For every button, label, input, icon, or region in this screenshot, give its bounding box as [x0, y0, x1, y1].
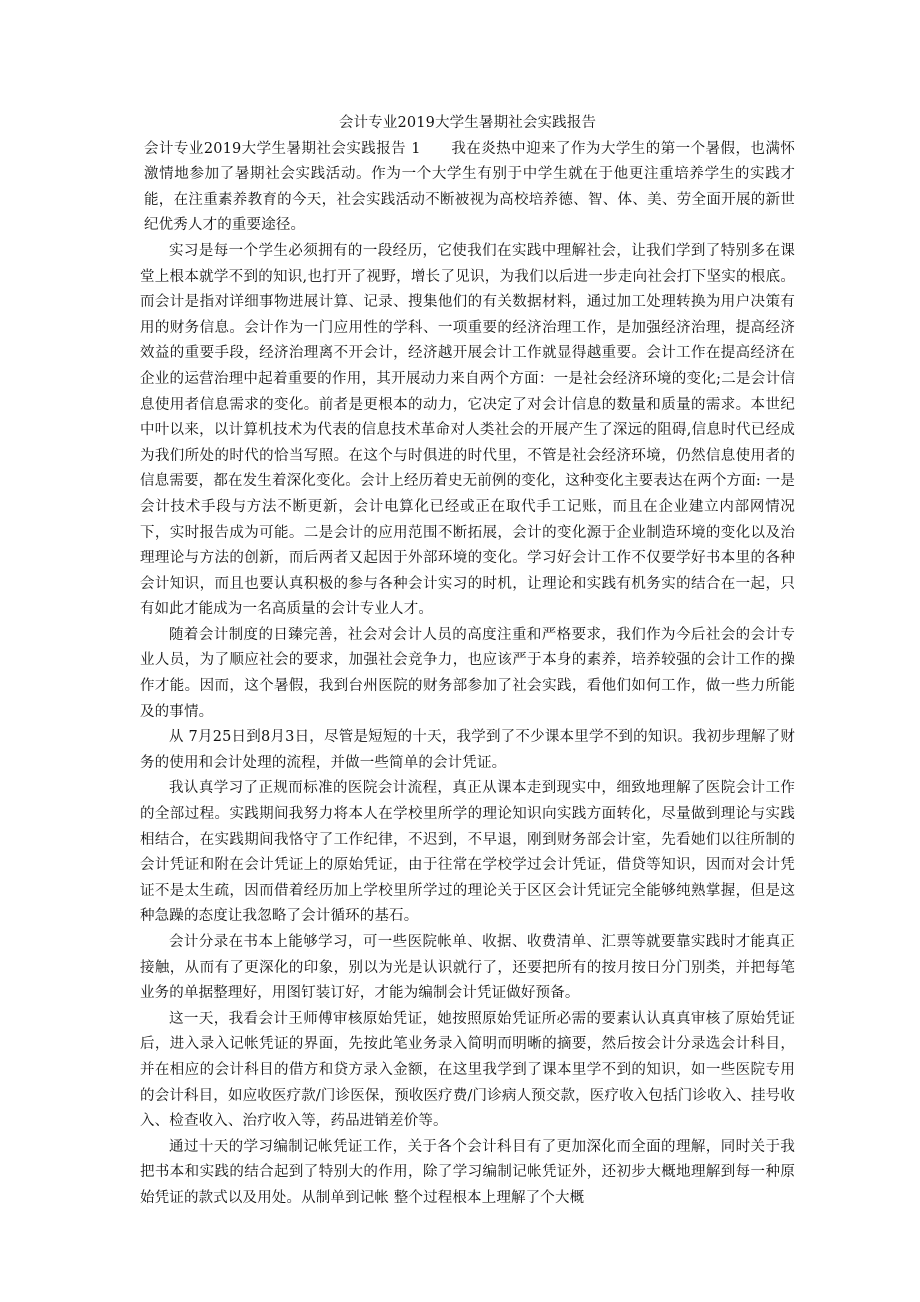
- document-body: [140, 111, 795, 1212]
- document-title: 会计专业2019大学生暑期社会实践报告: [338, 115, 597, 131]
- intro-text: 我在炎热中迎来了作为大学生的第一个暑假，也满怀激情地参加了暑期社会实践活动。作为一个大学生有别于中学生就在于他更注重培养学生的实践才能，在注重素养教育的今天，社会实践活动不断被视为高校培养德、智、体、美、劳全面开展的新世纪优秀人才的重要途径。: [144, 140, 795, 234]
- intro-paragraph: [140, 137, 795, 239]
- body-paragraph-7: 通过十天的学习编制记帐凭证工作，关于各个会计科目有了更加深化而全面的理解，同时关于我把书本和实践的结合起到了特别大的作用，除了学习编制记帐凭证外，还初步大概地理解到每一种原始凭证的款式以及用处。从制单到记帐 整个过程根本上理解了个大概: [140, 1138, 795, 1206]
- body-paragraph-4: 我认真学习了正规而标准的医院会计流程，真正从课本走到现实中，细致地理解了医院会计工作的全部过程。实践期间我努力将本人在学校里所学的理论知识向实践方面转化，尽量做到理论与实践相结合，在实践期间我恪守了工作纪律，不迟到，不早退，刚到财务部会计室，先看她们以往所制的会计凭证和附在会计凭证上的原始凭证，由于往常在学校学过会计凭证，借贷等知识，因而对会计凭证不是太生疏，因而借着经历加上学校里所学过的理论关于区区会计凭证完全能够纯熟掌握，但是这种急躁的态度让我忽略了会计循环的基石。: [140, 780, 795, 925]
- body-paragraph-1: 实习是每一个学生必须拥有的一段经历，它使我们在实践中理解社会，让我们学到了特别多在课堂上根本就学不到的知识,也打开了视野，增长了见识，为我们以后进一步走向社会打下坚实的根底。而会计是指对详细事物进展计算、记录、搜集他们的有关数据材料，通过加工处理转换为用户决策有用的财务信息。会计作为一门应用性的学科、一项重要的经济治理工作，是加强经济治理，提高经济效益的重要手段，经济治理离不开会计，经济越开展会计工作就显得越重要。会计工作在提高经济在企业的运营治理中起着重要的作用，其开展动力来自两个方面：一是社会经济环境的变化;二是会计信息使用者信息需求的变化。前者是更根本的动力，它决定了对会计信息的数量和质量的需求。本世纪中叶以来，以计算机技术为代表的信息技术革命对人类社会的开展产生了深远的阻碍,信息时代已经成为我们所处的时代的恰当写照。在这个与时俱进的时代里，不管是社会经济环境，仍然信息使用者的信息需要，都在发生着深化变化。会计上经历着史无前例的变化，这种变化主要表达在两个方面: 一是会计技术手段与方法不断更新，会计电算化已经或正在取代手工记账，而且在企业建立内部网情况下，实时报告成为可能。二是会计的应用范围不断拓展，会计的变化源于企业制造环境的变化以及治理理论与方法的创新，而后两者又起因于外部环境的变化。学习好会计工作不仅要学好书本里的各种会计知识，而且也要认真积极的参与各种会计实习的时机，让理论和实践有机务实的结合在一起，只有如此才能成为一名高质量的会计专业人才。: [140, 242, 795, 618]
- body-paragraph-3: 从 7月25日到8月3日，尽管是短短的十天，我学到了不少课本里学不到的知识。我初步理解了财务的使用和会计处理的流程，并做一些简单的会计凭证。: [140, 729, 795, 771]
- body-paragraph-6: 这一天，我看会计王师傅审核原始凭证，她按照原始凭证所必需的要素认认真真审核了原始凭证后，进入录入记帐凭证的界面，先按此笔业务录入简明而明晰的摘要，然后按会计分录选会计科目，并在相应的会计科目的借方和贷方录入金额，在这里我学到了课本里学不到的知识，如一些医院专用的会计科目，如应收医疗款/门诊医保，预收医疗费/门诊病人预交款，医疗收入包括门诊收入、挂号收入、检查收入、治疗收入等，药品进销差价等。: [140, 1010, 795, 1130]
- body-paragraph-2: 随着会计制度的日臻完善，社会对会计人员的高度注重和严格要求，我们作为今后社会的会计专业人员，为了顺应社会的要求，加强社会竞争力，也应该严于本身的素养，培养较强的会计工作的操作才能。因而，这个暑假，我到台州医院的财务部参加了社会实践，看他们如何工作，做一些力所能及的事情。: [140, 626, 795, 720]
- intro-heading: 会计专业2019大学生暑期社会实践报告 1: [144, 140, 421, 157]
- body-paragraph-5: 会计分录在书本上能够学习，可一些医院帐单、收据、收费清单、汇票等就要靠实践时才能真正接触，从而有了更深化的印象，别以为光是认识就行了，还要把所有的按月按日分门别类，并把每笔业务的单据整理好，用图钉装订好，才能为编制会计凭证做好预备。: [140, 934, 795, 1002]
